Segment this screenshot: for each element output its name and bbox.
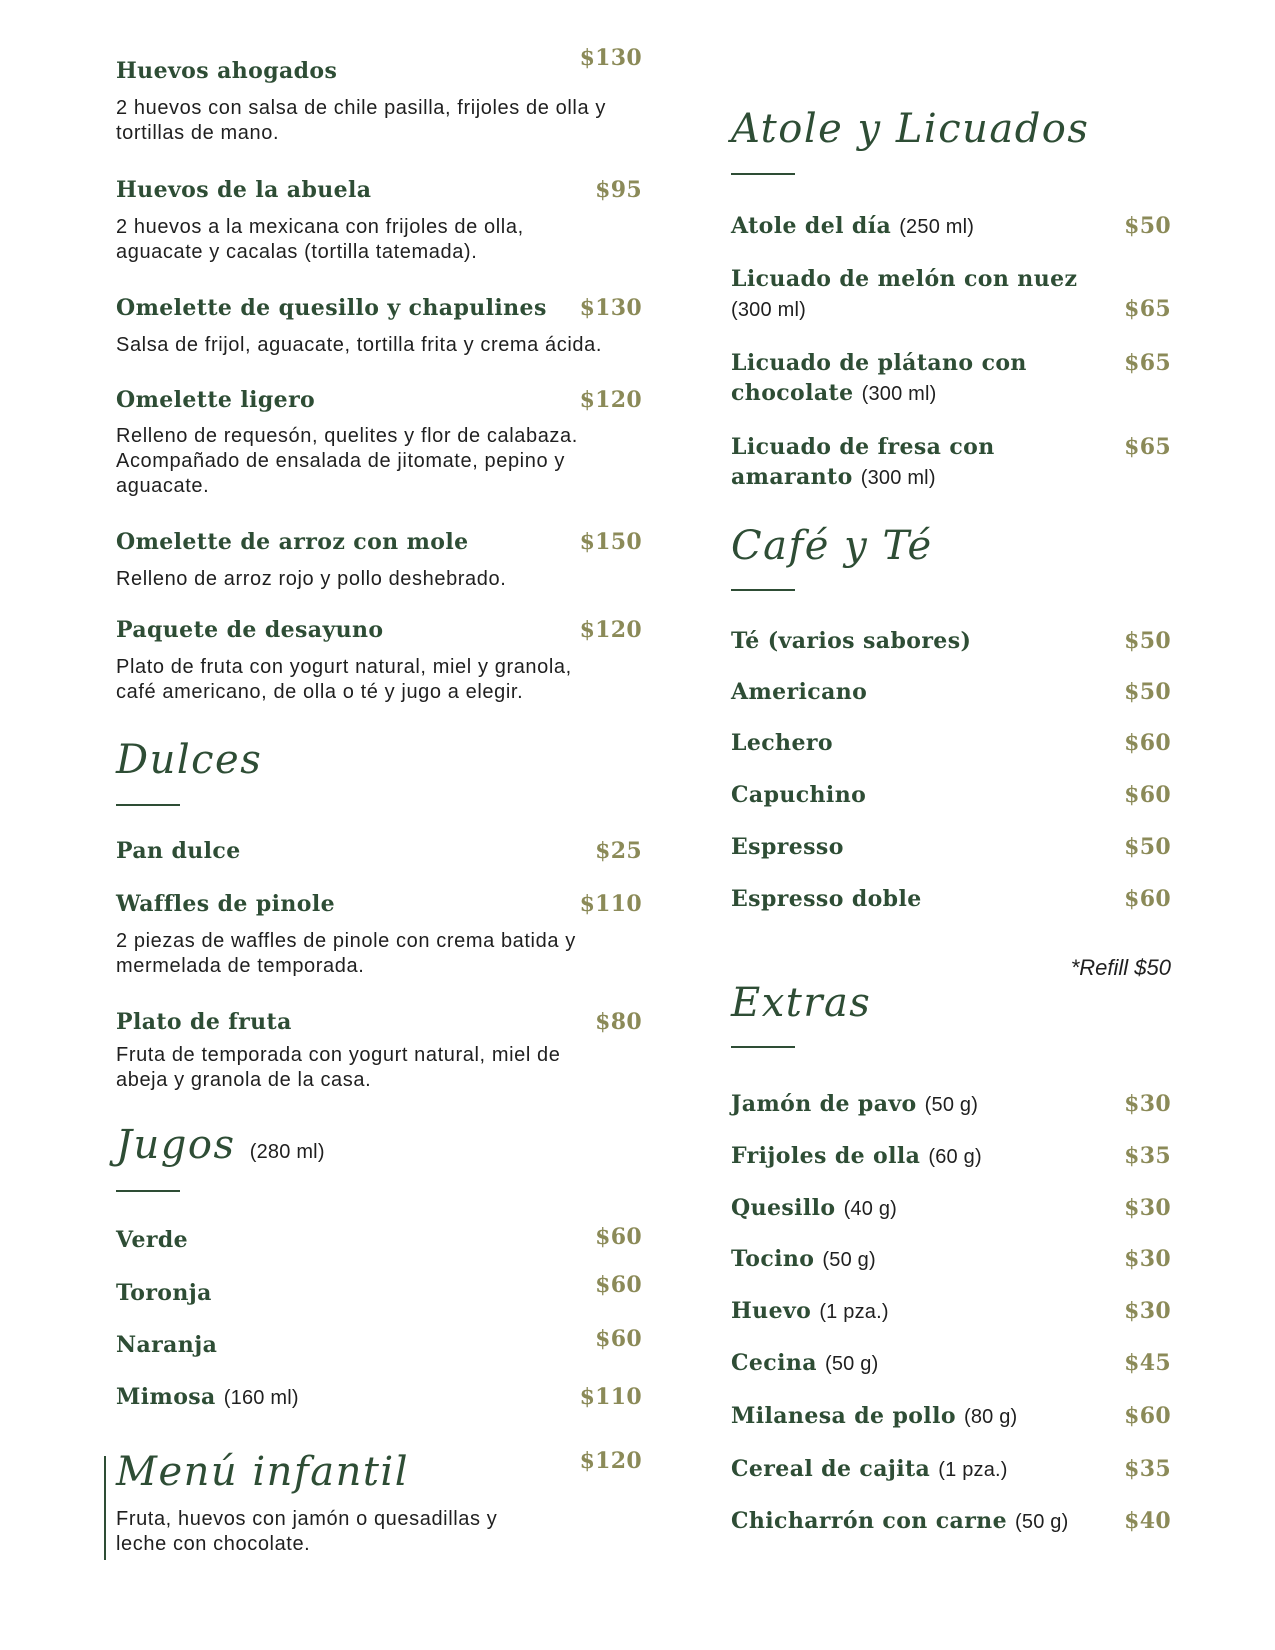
item-price: $80 <box>595 1009 642 1035</box>
item-name: Capuchino <box>731 782 867 808</box>
item-price: $30 <box>1124 1298 1171 1324</box>
item-price: $130 <box>579 295 642 321</box>
item-price: $50 <box>1124 679 1171 705</box>
item-name-text: Cecina <box>731 1350 817 1376</box>
item-name-text: Huevo <box>731 1298 812 1324</box>
item-quantity: (160 ml) <box>223 1387 299 1409</box>
item-price: $60 <box>1124 886 1171 912</box>
item-price: $30 <box>1124 1091 1171 1117</box>
section-heading-dulces: Dulces <box>116 737 263 783</box>
item-price: $50 <box>1124 628 1171 654</box>
item-price: $65 <box>1124 350 1171 376</box>
item-name-text: Frijoles de olla <box>731 1143 921 1169</box>
item-name: Huevos ahogados <box>116 58 338 84</box>
item-price: $95 <box>595 177 642 203</box>
item-name: Pan dulce <box>116 838 241 864</box>
item-name: Huevos de la abuela <box>116 177 372 203</box>
item-description: Fruta de temporada con yogurt natural, miel de abeja y granola de la casa. <box>116 1044 561 1091</box>
item-name <box>731 1193 897 1224</box>
item-quantity: (300 ml) <box>860 467 936 489</box>
item-name-text: Licuado de plátano con chocolate <box>731 350 1027 406</box>
item-name-text: Licuado de fresa con amaranto <box>731 434 995 490</box>
item-description: Plato de fruta con yogurt natural, miel y granola, café americano, de olla o té y jugo a elegir. <box>116 656 572 703</box>
item-name: Lechero <box>731 730 833 756</box>
heading-text: Jugos <box>116 1122 236 1168</box>
item-name: Paquete de desayuno <box>116 617 384 643</box>
item-name <box>731 1506 1069 1537</box>
item-price: $65 <box>1124 296 1171 322</box>
item-description: 2 piezas de waffles de pinole con crema batida y mermelada de temporada. <box>116 930 576 977</box>
item-name: Omelette de arroz con mole <box>116 529 469 555</box>
item-quantity: (80 g) <box>963 1406 1018 1428</box>
item-description: Relleno de arroz rojo y pollo deshebrado. <box>116 568 507 590</box>
item-price: $60 <box>1124 1403 1171 1429</box>
section-heading-extras: Extras <box>731 980 872 1026</box>
item-name-text: Mimosa <box>116 1384 216 1410</box>
heading-underline <box>731 589 795 591</box>
heading-underline <box>116 804 180 806</box>
item-description: Salsa de frijol, aguacate, tortilla frita y crema ácida. <box>116 334 603 356</box>
item-name: Té (varios sabores) <box>731 628 972 654</box>
item-price: $30 <box>1124 1195 1171 1221</box>
item-name-text: Milanesa de pollo <box>731 1403 956 1429</box>
section-heading-menu-infantil: Menú infantil <box>116 1449 409 1495</box>
heading-underline <box>731 1046 795 1048</box>
item-name: Espresso doble <box>731 886 922 912</box>
item-price: $60 <box>1124 782 1171 808</box>
item-price: $110 <box>579 1384 642 1410</box>
item-name <box>731 1244 876 1275</box>
item-name: Omelette ligero <box>116 387 316 413</box>
item-price: $120 <box>579 387 642 413</box>
item-name <box>116 1382 299 1413</box>
item-price: $40 <box>1124 1508 1171 1534</box>
item-name <box>731 211 974 242</box>
item-price: $30 <box>1124 1246 1171 1272</box>
item-quantity: (40 g) <box>843 1198 898 1220</box>
item-name <box>731 432 1011 493</box>
heading-underline <box>116 1190 180 1192</box>
item-quantity: (250 ml) <box>899 216 975 238</box>
item-description: Relleno de requesón, quelites y flor de calabaza. Acompañado de ensalada de jitomate, pepino y aguacate. <box>116 425 578 497</box>
item-price: $120 <box>579 617 642 643</box>
item-name: Toronja <box>116 1280 212 1306</box>
item-quantity: (1 pza.) <box>938 1459 1008 1481</box>
item-name <box>731 348 1031 409</box>
refill-note: *Refill $50 <box>1070 955 1171 980</box>
item-name: Waffles de pinole <box>116 891 335 917</box>
item-name <box>731 1296 889 1327</box>
item-quantity: (300 ml) <box>731 299 806 321</box>
item-price: $60 <box>595 1326 642 1352</box>
item-name: Plato de fruta <box>116 1009 292 1035</box>
item-price: $50 <box>1124 213 1171 239</box>
item-price: $110 <box>579 891 642 917</box>
item-quantity: (50 g) <box>1015 1511 1069 1533</box>
item-name: Americano <box>731 679 868 705</box>
heading-underline <box>731 173 795 175</box>
item-price: $120 <box>579 1448 642 1474</box>
item-name: Verde <box>116 1227 189 1253</box>
item-price: $45 <box>1124 1350 1171 1376</box>
section-heading-cafe-te: Café y Té <box>731 523 933 569</box>
item-price: $50 <box>1124 834 1171 860</box>
item-price: $130 <box>579 45 642 71</box>
item-name: Espresso <box>731 834 844 860</box>
item-price: $25 <box>595 838 642 864</box>
heading-quantity: (280 ml) <box>249 1141 325 1163</box>
section-heading-jugos <box>116 1120 325 1177</box>
item-price: $65 <box>1124 434 1171 460</box>
item-price: $60 <box>595 1224 642 1250</box>
item-name-text: Quesillo <box>731 1195 836 1221</box>
item-quantity: (300 ml) <box>861 383 937 405</box>
item-price: $35 <box>1124 1143 1171 1169</box>
item-price: $35 <box>1124 1456 1171 1482</box>
item-name-text: Atole del día <box>731 213 892 239</box>
item-name <box>731 1348 878 1379</box>
item-name: Omelette de quesillo y chapulines <box>116 295 547 321</box>
item-quantity: (60 g) <box>928 1146 982 1168</box>
item-name: Licuado de melón con nuez <box>731 266 1078 292</box>
item-name <box>731 1141 982 1172</box>
item-price: $150 <box>579 529 642 555</box>
item-name-text: Chicharrón con carne <box>731 1508 1007 1534</box>
item-quantity: (50 g) <box>924 1094 979 1116</box>
item-quantity-line <box>731 294 806 325</box>
item-name-text: Tocino <box>731 1246 815 1272</box>
item-quantity: (50 g) <box>822 1249 876 1271</box>
item-name <box>731 1089 978 1120</box>
section-heading-atole-licuados: Atole y Licuados <box>731 106 1090 152</box>
item-description: 2 huevos con salsa de chile pasilla, frijoles de olla y tortillas de mano. <box>116 97 606 144</box>
item-quantity: (50 g) <box>824 1353 879 1375</box>
item-name-text: Jamón de pavo <box>731 1091 917 1117</box>
item-quantity: (1 pza.) <box>819 1301 889 1323</box>
item-name-text: Cereal de cajita <box>731 1456 931 1482</box>
item-description: 2 huevos a la mexicana con frijoles de olla, aguacate y cacalas (tortilla tatemada). <box>116 216 524 263</box>
item-price: $60 <box>1124 730 1171 756</box>
item-description: Fruta, huevos con jamón o quesadillas y leche con chocolate. <box>116 1508 498 1555</box>
item-name <box>731 1401 1017 1432</box>
item-name <box>731 1454 1008 1485</box>
item-price: $60 <box>595 1272 642 1298</box>
menu-infantil-accent-bar <box>104 1456 106 1560</box>
item-name: Naranja <box>116 1332 218 1358</box>
